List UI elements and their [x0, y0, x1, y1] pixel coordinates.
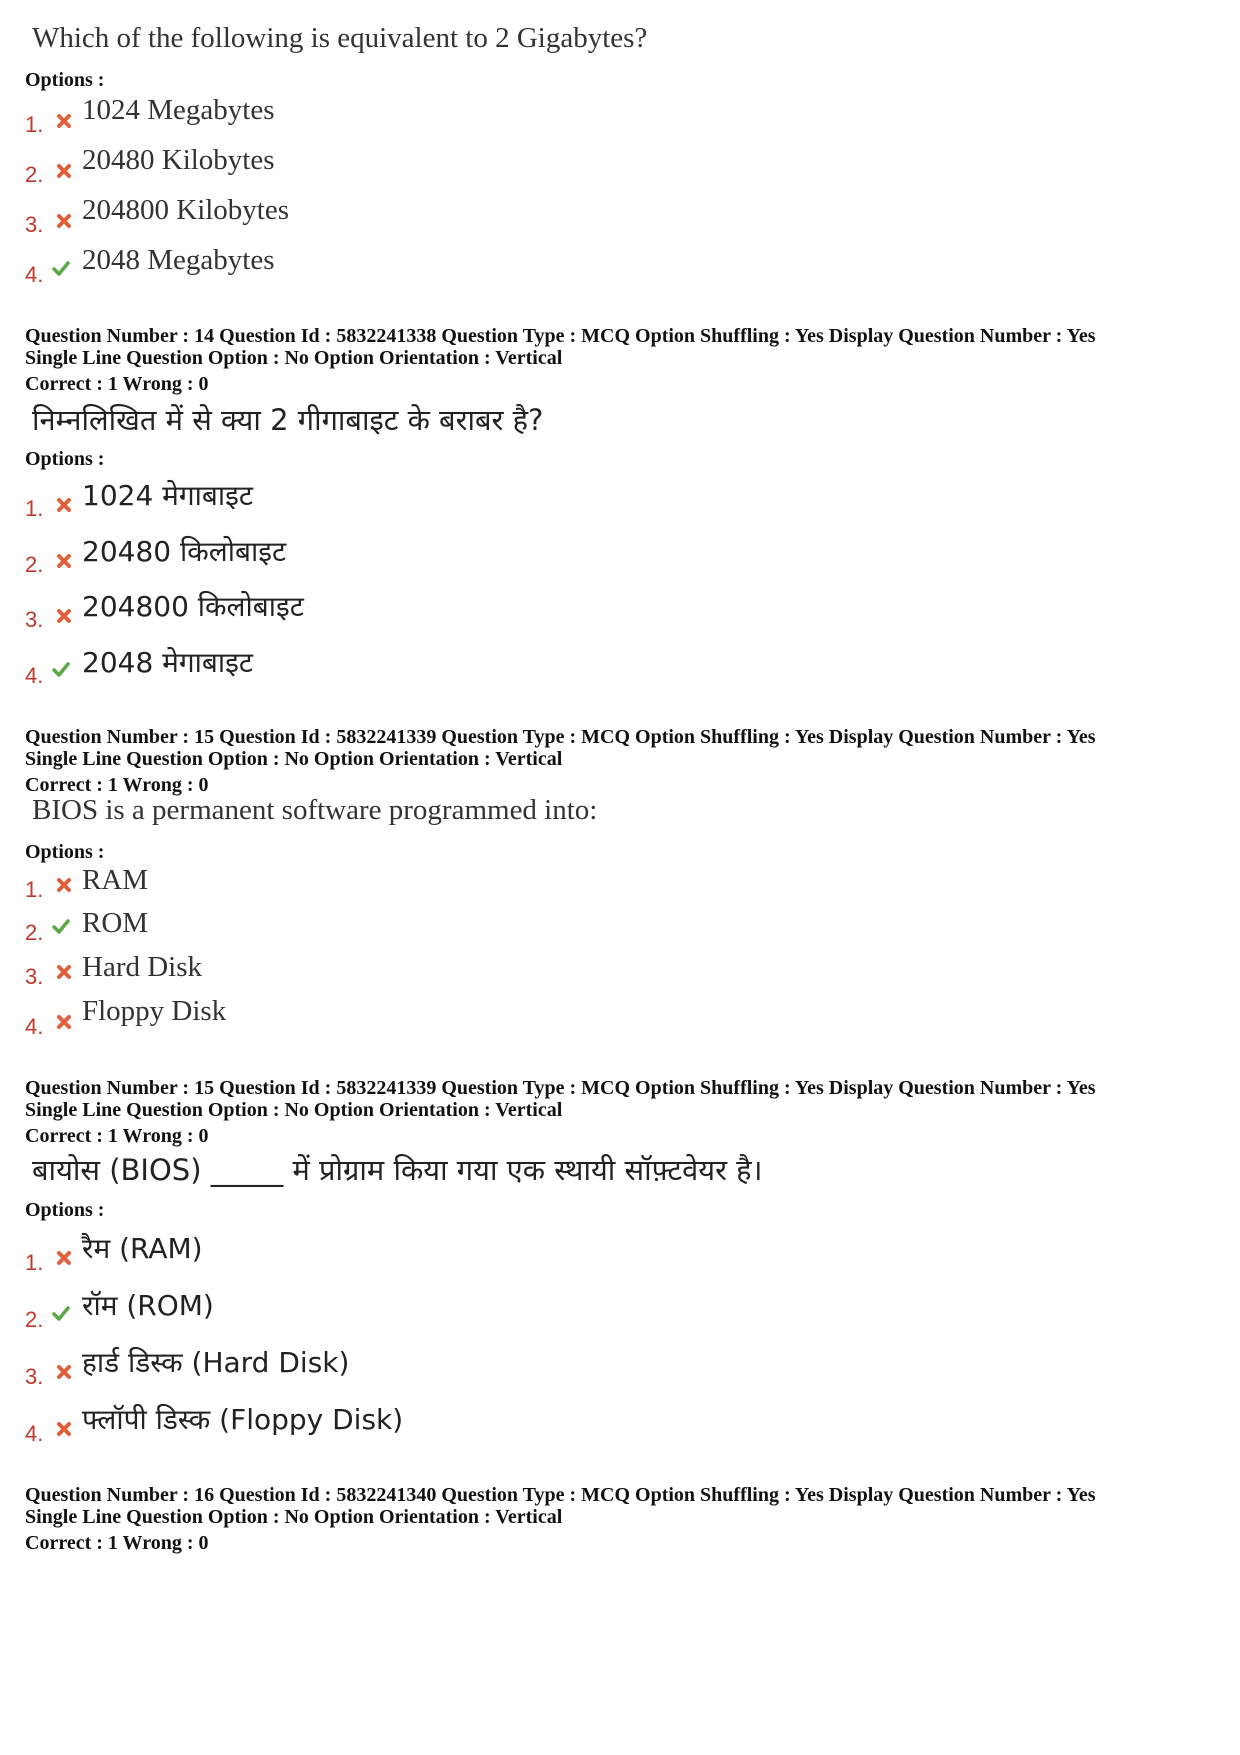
- meta-line: Single Line Question Option : No Option Orientation : Vertical: [25, 748, 563, 770]
- option-text: 20480 Kilobytes: [82, 144, 275, 176]
- option-number: 2.: [25, 552, 44, 577]
- option-item: [25, 920, 43, 946]
- checkmark-icon: [52, 260, 70, 278]
- options-label: Options :: [25, 1199, 105, 1221]
- option-number: 1.: [25, 112, 44, 137]
- options-label: Options :: [25, 69, 105, 91]
- meta-line: Single Line Question Option : No Option Orientation : Vertical: [25, 347, 563, 369]
- question-meta: [25, 325, 1095, 395]
- cross-icon: [55, 1363, 73, 1381]
- question-meta: [25, 726, 1095, 796]
- option-number: 4.: [25, 663, 44, 688]
- option-number: 4.: [25, 262, 44, 287]
- option-text: RAM: [82, 864, 149, 896]
- option-item: [25, 262, 43, 288]
- cross-icon: [55, 963, 73, 981]
- option-number: 3.: [25, 964, 44, 989]
- option-item: [25, 964, 43, 990]
- option-text: Floppy Disk: [82, 995, 227, 1027]
- option-text: रॉम (ROM): [82, 1289, 214, 1322]
- option-text: ROM: [82, 907, 149, 939]
- option-item: [25, 496, 43, 522]
- meta-line: Correct : 1 Wrong : 0: [25, 1125, 209, 1147]
- option-number: 3.: [25, 1364, 44, 1389]
- question-text: निम्नलिखित में से क्या 2 गीगाबाइट के बराबर है?: [32, 403, 544, 437]
- option-item: [25, 1307, 43, 1333]
- meta-line: Correct : 1 Wrong : 0: [25, 1532, 209, 1554]
- question-text: Which of the following is equivalent to 2 Gigabytes?: [32, 22, 648, 54]
- cross-icon: [55, 876, 73, 894]
- meta-line: Correct : 1 Wrong : 0: [25, 774, 209, 796]
- option-text: हार्ड डिस्क (Hard Disk): [82, 1346, 350, 1379]
- cross-icon: [55, 1249, 73, 1267]
- meta-line: Question Number : 15 Question Id : 5832241339 Question Type : MCQ Option Shuffling : Yes Display Question Number : Yes: [25, 726, 1096, 748]
- options-label: Options :: [25, 448, 105, 470]
- meta-line: Correct : 1 Wrong : 0: [25, 373, 209, 395]
- checkmark-icon: [52, 918, 70, 936]
- option-number: 4.: [25, 1421, 44, 1446]
- option-item: [25, 877, 43, 903]
- option-item: [25, 112, 43, 138]
- checkmark-icon: [52, 1305, 70, 1323]
- cross-icon: [55, 112, 73, 130]
- option-number: 1.: [25, 1250, 44, 1275]
- option-text: 204800 Kilobytes: [82, 194, 290, 226]
- cross-icon: [55, 162, 73, 180]
- option-item: [25, 1364, 43, 1390]
- option-number: 1.: [25, 496, 44, 521]
- option-text: 2048 मेगाबाइट: [82, 646, 254, 679]
- cross-icon: [55, 607, 73, 625]
- option-number: 3.: [25, 212, 44, 237]
- option-item: [25, 162, 43, 188]
- option-text: 2048 Megabytes: [82, 244, 275, 276]
- option-number: 2.: [25, 162, 44, 187]
- option-number: 2.: [25, 1307, 44, 1332]
- meta-line: Question Number : 15 Question Id : 5832241339 Question Type : MCQ Option Shuffling : Yes Display Question Number : Yes: [25, 1077, 1096, 1099]
- option-number: 4.: [25, 1014, 44, 1039]
- checkmark-icon: [52, 661, 70, 679]
- option-number: 3.: [25, 607, 44, 632]
- option-text: 1024 Megabytes: [82, 94, 275, 126]
- option-number: 1.: [25, 877, 44, 902]
- cross-icon: [55, 552, 73, 570]
- option-item: [25, 1421, 43, 1447]
- meta-line: Single Line Question Option : No Option Orientation : Vertical: [25, 1099, 563, 1121]
- options-label: Options :: [25, 841, 105, 863]
- option-item: [25, 663, 43, 689]
- meta-line: Single Line Question Option : No Option Orientation : Vertical: [25, 1506, 563, 1528]
- option-item: [25, 1250, 43, 1276]
- option-item: [25, 552, 43, 578]
- option-text: 204800 किलोबाइट: [82, 590, 304, 623]
- option-text: फ्लॉपी डिस्क (Floppy Disk): [82, 1403, 404, 1436]
- question-text: बायोस (BIOS) _____ में प्रोग्राम किया गया एक स्थायी सॉफ़्टवेयर है।: [32, 1153, 763, 1187]
- question-text: BIOS is a permanent software programmed into:: [32, 794, 598, 826]
- option-item: [25, 607, 43, 633]
- meta-line: Question Number : 14 Question Id : 5832241338 Question Type : MCQ Option Shuffling : Yes Display Question Number : Yes: [25, 325, 1096, 347]
- question-meta: [25, 1484, 1095, 1554]
- option-number: 2.: [25, 920, 44, 945]
- meta-line: Question Number : 16 Question Id : 5832241340 Question Type : MCQ Option Shuffling : Yes Display Question Number : Yes: [25, 1484, 1096, 1506]
- option-text: रैम (RAM): [82, 1232, 203, 1265]
- cross-icon: [55, 1013, 73, 1031]
- cross-icon: [55, 212, 73, 230]
- cross-icon: [55, 1420, 73, 1438]
- option-text: 20480 किलोबाइट: [82, 535, 287, 568]
- option-item: [25, 1014, 43, 1040]
- cross-icon: [55, 496, 73, 514]
- option-text: 1024 मेगाबाइट: [82, 479, 254, 512]
- question-meta: [25, 1077, 1095, 1147]
- option-item: [25, 212, 43, 238]
- option-text: Hard Disk: [82, 951, 203, 983]
